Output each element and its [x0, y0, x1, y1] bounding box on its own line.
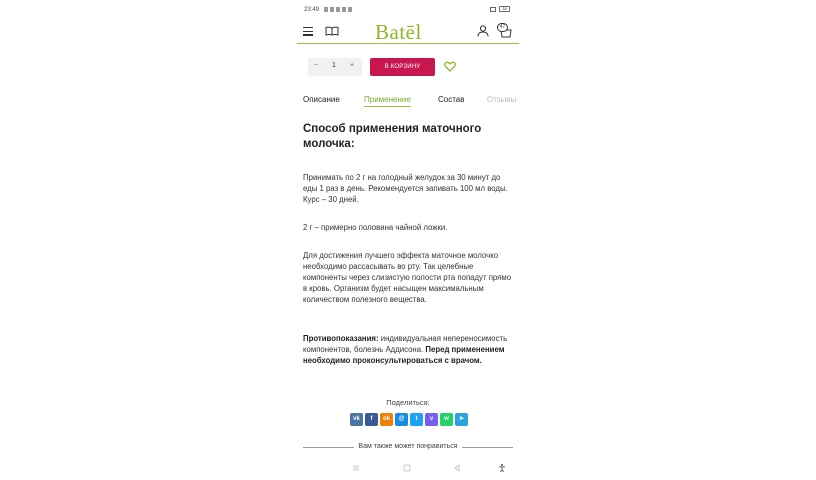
notification-icon: [348, 7, 352, 12]
tab-usage[interactable]: Применение: [364, 95, 411, 107]
cast-icon: [490, 7, 496, 12]
consult-doctor-warning: Перед применением необходимо проконсультироваться с врачом.: [303, 345, 505, 365]
whatsapp-icon[interactable]: w: [440, 413, 453, 426]
twitter-icon[interactable]: t: [410, 413, 423, 426]
recent-apps-icon[interactable]: [351, 463, 361, 473]
status-system-icons: [490, 6, 510, 12]
user-icon[interactable]: [477, 25, 489, 37]
effect-paragraph: Для достижения лучшего эффекта маточное молочко необходимо рассасывать во рту. Так целебные компоненты через слизистую полости рта попадут прямо в кровь. Организм будет насыщен максимальным количеством полезного вещества.: [303, 251, 512, 304]
back-icon[interactable]: [452, 463, 462, 473]
phone-screen: [297, 0, 519, 480]
system-nav-bar: [297, 458, 519, 480]
contraindications-label: Противопоказания:: [303, 334, 379, 343]
brand-logo[interactable]: Batēl: [375, 20, 422, 44]
status-bar: [297, 0, 519, 20]
moimir-icon[interactable]: @: [395, 413, 408, 426]
also-like-divider: [297, 441, 519, 453]
section-heading: Способ применения маточного молочка:: [303, 123, 482, 150]
also-like-title: Вам также может понравиться: [354, 443, 461, 450]
odnoklassniki-icon[interactable]: ok: [380, 413, 393, 426]
wifi-icon: [336, 7, 340, 12]
battery-icon: 38: [499, 6, 510, 12]
dose-paragraph: 2 г – примерно половина чайной ложки.: [303, 223, 448, 232]
share-buttons: [350, 413, 468, 426]
product-tabs: [297, 95, 519, 109]
share-label: Поделиться:: [386, 398, 430, 407]
home-icon[interactable]: [402, 463, 412, 473]
viber-icon[interactable]: v: [425, 413, 438, 426]
quantity-decrease-button[interactable]: −: [314, 62, 319, 69]
add-to-cart-button[interactable]: В КОРЗИНУ: [370, 58, 435, 76]
quantity-increase-button[interactable]: +: [350, 62, 355, 69]
vk-icon[interactable]: vk: [350, 413, 363, 426]
cart-count-badge: 47: [497, 23, 508, 32]
signal-icon: [324, 7, 328, 12]
accessibility-icon[interactable]: [497, 463, 507, 473]
signal-icon: [330, 7, 334, 12]
telegram-icon[interactable]: ➤: [455, 413, 468, 426]
status-notification-icons: [324, 7, 352, 12]
status-time: 23:49: [304, 7, 320, 13]
tab-reviews[interactable]: Отзывы: [487, 95, 517, 104]
contraindications-paragraph: [303, 333, 515, 366]
quantity-input[interactable]: 1: [332, 62, 336, 69]
heart-icon[interactable]: [444, 61, 456, 72]
contraindications-text: индивидуальная непереносимость компонентов, болезнь Аддисона.: [303, 334, 508, 354]
quantity-stepper: [308, 58, 362, 76]
facebook-icon[interactable]: f: [365, 413, 378, 426]
usage-paragraph: Принимать по 2 г на голодный желудок за 30 минут до еды 1 раз в день. Рекомендуется запивать 100 мл воды. Курс – 30 дней.: [303, 173, 508, 204]
site-header: [297, 20, 519, 44]
menu-icon[interactable]: [303, 27, 313, 36]
tab-description[interactable]: Описание: [303, 95, 340, 104]
tab-composition[interactable]: Состав: [438, 95, 465, 104]
notification-icon: [342, 7, 346, 12]
catalog-book-icon[interactable]: [325, 26, 339, 36]
